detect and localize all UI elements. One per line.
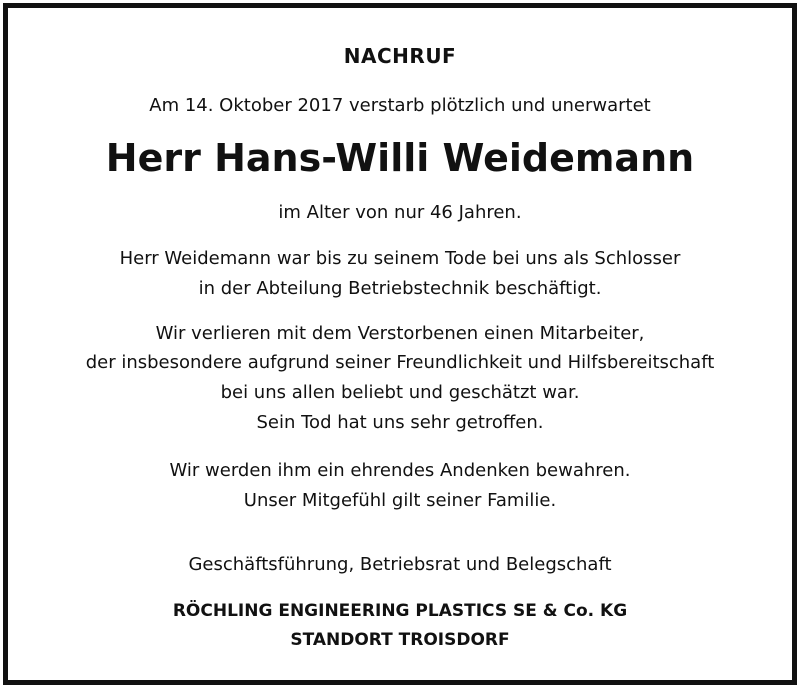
paragraph-2-line-2: der insbesondere aufgrund seiner Freundlichkeit und Hilfsbereitschaft — [85, 352, 715, 373]
paragraph-1-line-2: in der Abteilung Betriebstechnik beschäftigt. — [198, 278, 602, 299]
deceased-name: Herr Hans-Willi Weidemann — [105, 136, 695, 180]
company-location: STANDORT TROISDORF — [290, 630, 510, 650]
paragraph-2-line-4: Sein Tod hat uns sehr getroffen. — [256, 412, 544, 433]
notice-title: NACHRUF — [343, 44, 457, 68]
paragraph-2-line-1: Wir verlieren mit dem Verstorbenen einen Mitarbeiter, — [155, 323, 645, 344]
paragraph-2-line-3: bei uns allen beliebt und geschätzt war. — [220, 382, 580, 403]
age-line: im Alter von nur 46 Jahren. — [278, 202, 522, 223]
company-name: RÖCHLING ENGINEERING PLASTICS SE & Co. KG — [172, 601, 628, 621]
paragraph-3-line-2: Unser Mitgefühl gilt seiner Familie. — [243, 490, 557, 511]
obituary-frame — [3, 3, 797, 685]
paragraph-3-line-1: Wir werden ihm ein ehrendes Andenken bewahren. — [169, 460, 631, 481]
paragraph-1-line-1: Herr Weidemann war bis zu seinem Tode bei uns als Schlosser — [119, 248, 681, 269]
signature-line: Geschäftsführung, Betriebsrat und Belegschaft — [188, 554, 612, 575]
intro-line: Am 14. Oktober 2017 verstarb plötzlich und unerwartet — [149, 95, 651, 116]
